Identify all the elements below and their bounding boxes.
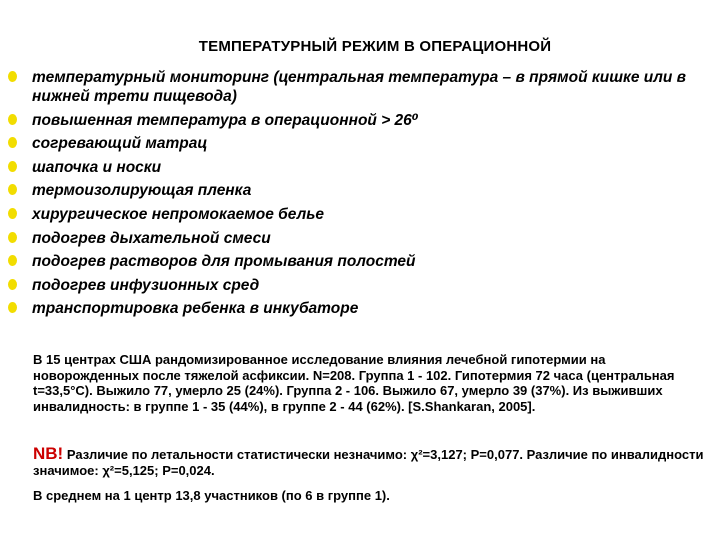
bullet-icon [8, 137, 17, 148]
bullet-icon [8, 184, 17, 195]
average-paragraph: В среднем на 1 центр 13,8 участников (по 6 в группе 1). [33, 488, 390, 503]
bullet-icon [8, 279, 17, 290]
list-item [8, 134, 698, 153]
list-item [8, 229, 698, 248]
slide-title: ТЕМПЕРАТУРНЫЙ РЕЖИМ В ОПЕРАЦИОННОЙ [198, 38, 552, 55]
list-item [8, 181, 698, 200]
study-paragraph: В 15 центрах США рандомизированное исследование влияния лечебной гипотермии на новорожденных после тяжелой асфиксии. N=208. Группа 1 - 102. Гипотермия 72 часа (центральная t=33,5°С). Выжило 77, умерло 25 (24%). Группа 2 - 106. Выжило 67, умерло 39 (37%). Из выживших инвалидность: в группе 1 - 35 (44%), в группе 2 - 44 (62%). [S.Shankaran, 2005]. [33, 352, 675, 414]
list-item-text: повышенная температура в операционной > 26⁰ [32, 111, 419, 129]
list-item [8, 276, 698, 295]
list-item-text: согревающий матрац [32, 135, 208, 153]
list-item-text: транспортировка ребенка в инкубаторе [32, 300, 359, 318]
list-item-text: подогрев дыхательной смеси [32, 229, 271, 247]
list-item-text: хирургическое непромокаемое белье [32, 205, 325, 223]
list-item-text: шапочка и носки [32, 158, 162, 176]
list-item [8, 299, 698, 318]
bullet-icon [8, 71, 17, 82]
list-item [8, 252, 698, 271]
bullet-icon [8, 208, 17, 219]
nb-label: NB! [33, 444, 64, 463]
list-item-text: температурный мониторинг (центральная температура – в прямой кишке или в нижней трети пищевода) [32, 69, 687, 105]
bullet-icon [8, 232, 17, 243]
list-item-text: подогрев инфузионных сред [32, 276, 260, 294]
list-item [8, 111, 698, 130]
list-item [8, 158, 698, 177]
list-item [8, 68, 698, 106]
list-item [8, 205, 698, 224]
bullet-icon [8, 255, 17, 266]
bullet-icon [8, 114, 17, 125]
nb-paragraph [33, 446, 713, 478]
bullet-list [8, 68, 698, 323]
bullet-icon [8, 302, 17, 313]
nb-text: Различие по летальности статистически незначимо: χ²=3,127; Р=0,077. Различие по инвалидности значимое: χ²=5,125; Р=0,024. [33, 447, 704, 478]
list-item-text: термоизолирующая пленка [32, 182, 252, 200]
bullet-icon [8, 161, 17, 172]
list-item-text: подогрев растворов для промывания полостей [32, 253, 416, 271]
